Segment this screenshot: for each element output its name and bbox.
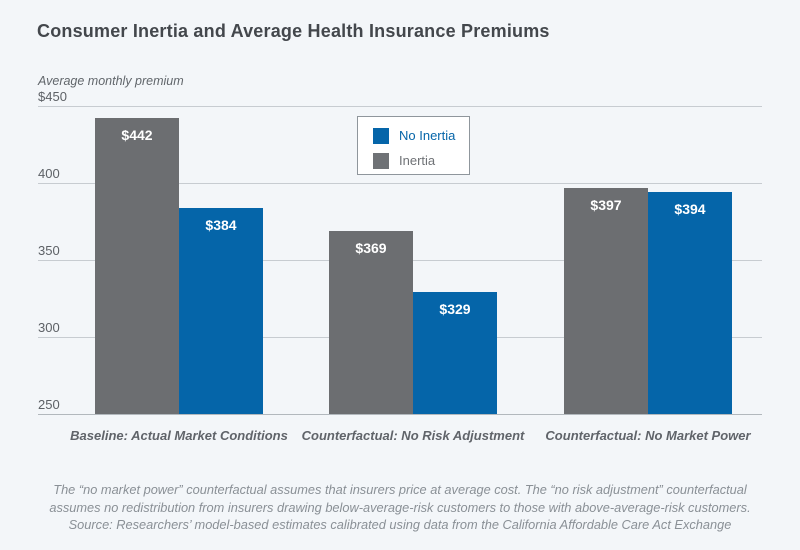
legend-item-inertia — [373, 150, 469, 171]
category-label-0: Baseline: Actual Market Conditions — [70, 428, 288, 443]
bar-value-label: $329 — [439, 301, 471, 318]
bar-inertia-group-2 — [564, 188, 648, 414]
legend-swatch-inertia — [373, 153, 389, 169]
gridline-250 — [38, 414, 762, 415]
bar-no-inertia-group-0 — [179, 208, 263, 414]
y-tick-450: $450 — [38, 89, 67, 104]
bar-no-inertia-group-2 — [648, 192, 732, 414]
bar-inertia-group-1 — [329, 231, 413, 414]
y-axis-label: Average monthly premium — [38, 74, 184, 88]
footnote — [20, 481, 780, 534]
bar-value-label: $442 — [121, 127, 153, 144]
legend-swatch-no-inertia — [373, 128, 389, 144]
gridline-450 — [38, 106, 762, 107]
category-label-2: Counterfactual: No Market Power — [545, 428, 751, 443]
footnote-line-3: Source: Researchers’ model-based estimates calibrated using data from the California Affordable Care Act Exchange — [68, 517, 732, 532]
y-tick-250: 250 — [38, 397, 60, 412]
y-tick-350: 350 — [38, 243, 60, 258]
bar-inertia-group-0 — [95, 118, 179, 414]
legend-item-no-inertia — [373, 125, 469, 146]
category-label-1: Counterfactual: No Risk Adjustment — [301, 428, 525, 443]
legend-label-inertia: Inertia — [399, 153, 436, 168]
footnote-line-1: The “no market power” counterfactual assumes that insurers price at average cost. The “no risk adjustment” counterfactual — [53, 482, 747, 497]
bar-value-label: $394 — [674, 201, 706, 218]
y-tick-300: 300 — [38, 320, 60, 335]
legend — [357, 116, 470, 175]
bar-no-inertia-group-1 — [413, 292, 497, 414]
y-tick-400: 400 — [38, 166, 60, 181]
bar-value-label: $369 — [355, 239, 387, 256]
footnote-line-2: assumes no redistribution from insurers drawing below-average-risk customers to those with above-average-risk customers. — [49, 499, 751, 515]
chart-title: Consumer Inertia and Average Health Insurance Premiums — [37, 21, 550, 41]
legend-label-no-inertia: No Inertia — [399, 128, 456, 143]
bar-value-label: $397 — [590, 196, 622, 213]
bar-value-label: $384 — [205, 216, 237, 233]
